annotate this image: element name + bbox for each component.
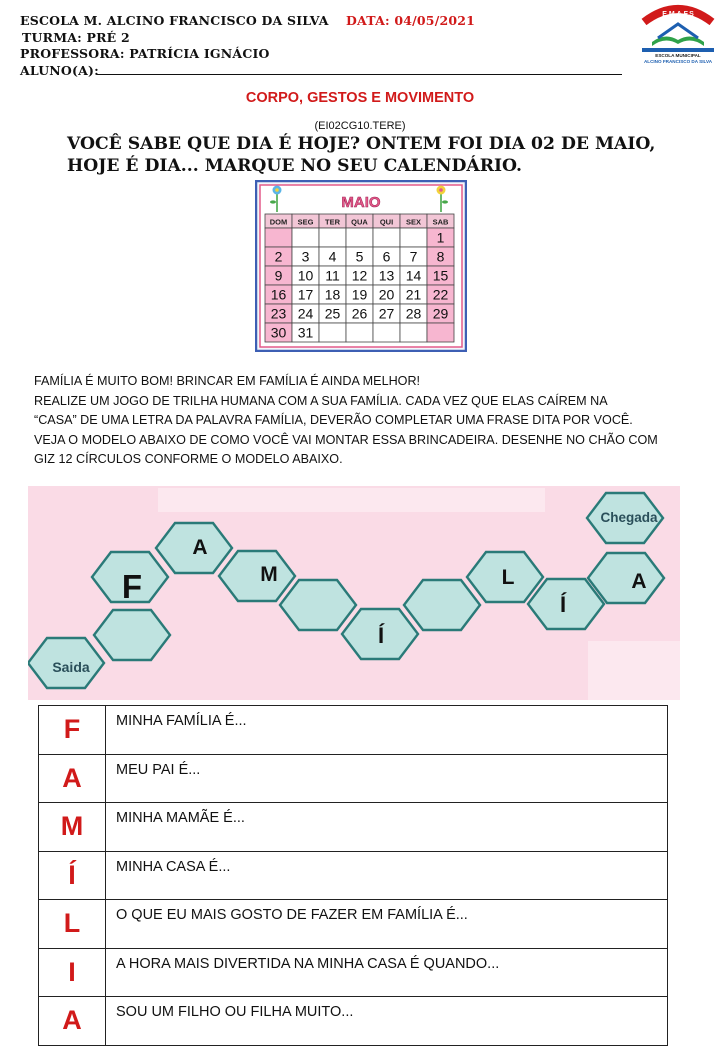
day-number: 28 [405, 305, 422, 322]
table-row [39, 948, 668, 997]
instruction-line: FAMÍLIA É MUITO BOM! BRINCAR EM FAMÍLIA É AINDA MELHOR! [34, 374, 421, 388]
weekday-label: SEG [297, 217, 314, 227]
day-number: 18 [324, 286, 341, 303]
day-cell [427, 323, 454, 342]
day-number: 15 [432, 267, 449, 284]
logo-roof-icon [658, 24, 698, 38]
row-letter: Í [39, 851, 106, 900]
day-number: 7 [409, 248, 418, 265]
day-number: 13 [378, 267, 395, 284]
instruction-line: VEJA O MODELO ABAIXO DE COMO VOCÊ VAI MONTAR ESSA BRINCADEIRA. DESENHE NO CHÃO COM [34, 432, 658, 447]
teacher-label: PROFESSORA: PATRÍCIA IGNÁCIO [20, 46, 270, 61]
table-row [39, 997, 668, 1046]
day-number: 17 [297, 286, 314, 303]
trail-letter: Í [377, 623, 385, 648]
school-name: ESCOLA M. ALCINO FRANCISCO DA SILVA [20, 13, 329, 28]
day-number: 30 [270, 324, 287, 341]
instruction-line: GIZ 12 CÍRCULOS CONFORME O MODELO ABAIXO. [34, 452, 343, 466]
day-number: 10 [297, 267, 314, 284]
day-number: 21 [405, 286, 422, 303]
day-number: 12 [351, 267, 368, 284]
weekday-label: DOM [269, 217, 288, 227]
row-letter: A [39, 754, 106, 803]
hopscotch-board [28, 486, 680, 700]
day-number: 1 [436, 229, 445, 246]
question-line-1: VOCÊ SABE QUE DIA É HOJE? ONTEM FOI DIA 02 DE MAIO, [67, 134, 656, 154]
weekday-label: TER [325, 217, 340, 227]
day-cell [373, 228, 400, 247]
day-number: 20 [378, 286, 395, 303]
day-number: 2 [274, 248, 283, 265]
day-number: 26 [351, 305, 368, 322]
day-number: 4 [328, 248, 337, 265]
day-cell [265, 228, 292, 247]
row-phrase: SOU UM FILHO OU FILHA MUITO... [106, 997, 668, 1046]
board-highlight [158, 488, 545, 512]
trail-letter: Í [559, 592, 567, 617]
weekday-label: QUA [351, 217, 368, 227]
row-phrase: MINHA CASA É... [106, 851, 668, 900]
skill-code: (EI02CG10.TERE) [314, 120, 406, 132]
row-phrase: MEU PAI É... [106, 754, 668, 803]
instruction-line: “CASA” DE UMA LETRA DA PALAVRA FAMÍLIA, DEVERÃO COMPLETAR UMA FRASE DITA POR VOCÊ. [34, 413, 633, 427]
day-cell [292, 228, 319, 247]
start-label: Saida [52, 659, 90, 675]
trail-letter: A [631, 570, 647, 593]
day-number: 11 [325, 267, 340, 284]
table-row [39, 706, 668, 755]
page-title: CORPO, GESTOS E MOVIMENTO [245, 90, 475, 106]
trail-letter: A [192, 536, 208, 559]
day-number: 23 [270, 305, 287, 322]
table-row [39, 900, 668, 949]
weekday-label: QUI [379, 217, 394, 227]
row-phrase: MINHA FAMÍLIA É... [106, 706, 668, 755]
student-name-line [97, 74, 622, 75]
row-letter: I [39, 948, 106, 997]
day-cell [319, 228, 346, 247]
table-row [39, 803, 668, 852]
row-phrase: O QUE EU MAIS GOSTO DE FAZER EM FAMÍLIA É... [106, 900, 668, 949]
instructions [34, 372, 714, 470]
table-row [39, 754, 668, 803]
row-letter: A [39, 997, 106, 1046]
day-number: 31 [297, 324, 314, 341]
day-number: 5 [355, 248, 364, 265]
may-calendar [255, 180, 467, 352]
calendar-month: MAIO [341, 194, 381, 211]
day-cell [346, 323, 373, 342]
day-number: 22 [432, 286, 449, 303]
day-number: 19 [351, 286, 368, 303]
day-cell [400, 228, 427, 247]
logo-top-text: E.M.A.F.S [662, 11, 694, 18]
logo-caption-2: ALCINO FRANCISCO DA SILVA [643, 59, 713, 64]
row-letter: L [39, 900, 106, 949]
trail-letter: L [501, 566, 515, 589]
phrases-table [38, 705, 668, 1046]
trail-letter: F [121, 568, 143, 605]
table-row [39, 851, 668, 900]
day-number: 25 [324, 305, 341, 322]
row-phrase: MINHA MAMÃE É... [106, 803, 668, 852]
day-cell [319, 323, 346, 342]
day-number: 27 [378, 305, 395, 322]
day-number: 24 [297, 305, 314, 322]
day-cell [400, 323, 427, 342]
logo-bar [642, 48, 714, 52]
weekday-label: SEX [405, 217, 422, 227]
day-number: 14 [405, 267, 422, 284]
board-highlight [588, 641, 680, 700]
row-letter: M [39, 803, 106, 852]
day-number: 29 [432, 305, 449, 322]
weekday-label: SAB [432, 217, 449, 227]
day-number: 6 [382, 248, 391, 265]
student-label: ALUNO(A): [20, 63, 99, 78]
trail-letter: M [260, 563, 278, 586]
day-number: 9 [274, 267, 283, 284]
instruction-line: REALIZE UM JOGO DE TRILHA HUMANA COM A SUA FAMÍLIA. CADA VEZ QUE ELAS CAÍREM NA [34, 393, 608, 408]
question-text [67, 133, 655, 177]
class-label: TURMA: PRÉ 2 [22, 30, 130, 45]
row-letter: F [39, 706, 106, 755]
day-number: 16 [270, 286, 287, 303]
day-cell [346, 228, 373, 247]
day-number: 8 [436, 248, 445, 265]
logo-caption-1: ESCOLA MUNICIPAL [655, 53, 701, 58]
question-line-2: HOJE É DIA... MARQUE NO SEU CALENDÁRIO. [67, 156, 522, 176]
finish-label: Chegada [600, 510, 658, 525]
school-logo [638, 2, 718, 66]
row-phrase: A HORA MAIS DIVERTIDA NA MINHA CASA É QUANDO... [106, 948, 668, 997]
day-cell [373, 323, 400, 342]
date-label: DATA: 04/05/2021 [346, 13, 476, 28]
day-number: 3 [301, 248, 310, 265]
